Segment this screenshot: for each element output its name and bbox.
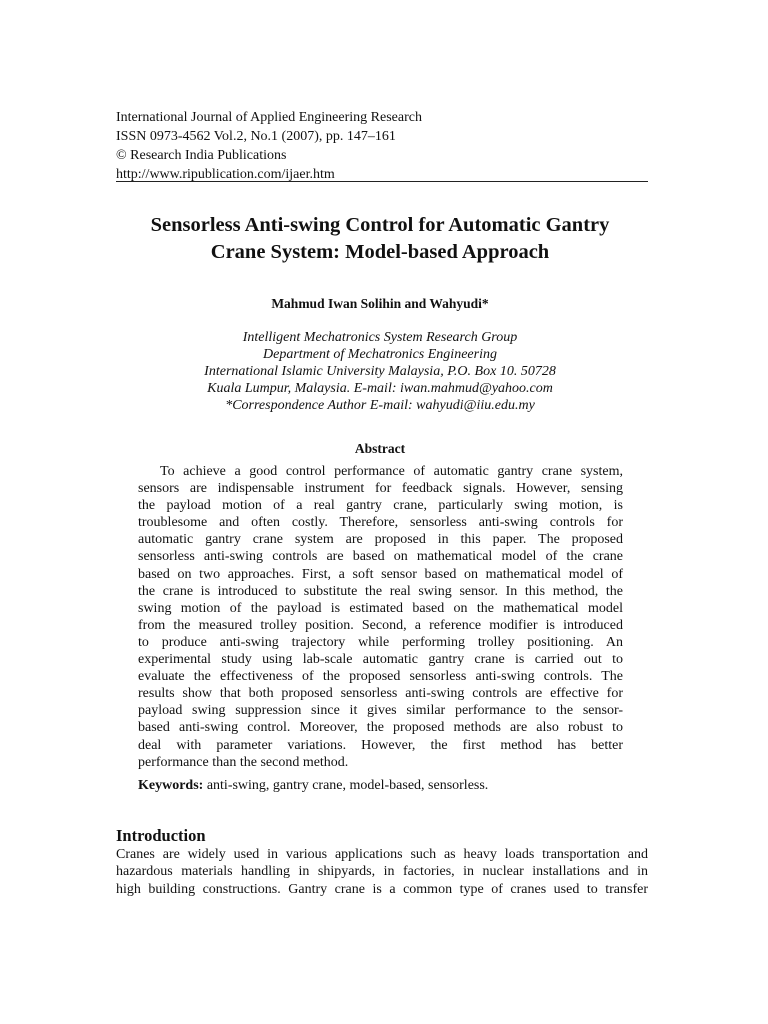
abstract-line: swing motion of the payload is estimated based on the mathematical model: [138, 600, 623, 616]
abstract-line: based on two approaches. First, a soft sensor based on mathematical model of: [138, 566, 623, 582]
abstract-line: deal with parameter variations. However, the first method has better: [138, 737, 623, 753]
journal-header: [116, 108, 648, 184]
keywords-label: Keywords:: [138, 778, 204, 793]
title-line: Sensorless Anti-swing Control for Automatic Gantry: [150, 214, 610, 236]
header-divider: [116, 181, 648, 182]
abstract-body: [138, 463, 623, 771]
journal-url[interactable]: http://www.ripublication.com/ijaer.htm: [116, 167, 335, 182]
abstract-line: based anti-swing control. Moreover, the proposed methods are also robust to: [138, 720, 623, 736]
abstract-line: troublesome and often costly. Therefore, sensorless anti-swing controls for: [138, 515, 623, 531]
keywords-text: anti-swing, gantry crane, model-based, sensorless.: [203, 778, 489, 793]
abstract-line: experimental study using lab-scale automatic gantry crane is carried out to: [138, 652, 623, 668]
author-list: Mahmud Iwan Solihin and Wahyudi*: [271, 296, 489, 311]
abstract-line: automatic gantry crane system are proposed in this paper. The proposed: [138, 532, 623, 548]
abstract-line: results show that both proposed sensorless anti-swing controls are effective for: [138, 686, 623, 702]
affiliation-line: Intelligent Mechatronics System Research Group: [242, 330, 518, 345]
affiliation-line: Department of Mechatronics Engineering: [263, 347, 497, 362]
introduction-line: high building constructions. Gantry crane is a common type of cranes used to transfer: [116, 881, 648, 897]
abstract-line: from the measured trolley position. Second, a reference modifier is introduced: [138, 617, 623, 633]
affiliation-line: *Correspondence Author E-mail: wahyudi@iiu.edu.my: [225, 398, 535, 413]
abstract-line: payload swing suppression since it gives similar performance to the sensor-: [138, 703, 623, 719]
abstract-line: the crane is introduced to substitute the real swing sensor. In this method, the: [138, 583, 623, 599]
introduction-line: hazardous materials handling in shipyards, in factories, in nuclear installations and in: [116, 864, 648, 880]
abstract-line: to produce anti-swing trajectory while performing trolley positioning. An: [138, 634, 623, 650]
journal-name: International Journal of Applied Engineering Research: [116, 110, 422, 125]
abstract-line: To achieve a good control performance of automatic gantry crane system,: [160, 464, 623, 479]
abstract-line: evaluate the effectiveness of the proposed sensorless anti-swing controls. The: [138, 669, 623, 685]
journal-issn: ISSN 0973-4562 Vol.2, No.1 (2007), pp. 147–161: [116, 129, 396, 144]
paper-title: [100, 212, 660, 266]
abstract-line: the payload motion of a real gantry crane, particularly swing motion, is: [138, 498, 623, 514]
affiliation-line: International Islamic University Malaysia, P.O. Box 10. 50728: [204, 364, 556, 379]
abstract-line: performance than the second method.: [138, 754, 349, 770]
abstract-line: sensorless anti-swing controls are based on mathematical model of the crane: [138, 549, 623, 565]
keywords: [138, 777, 623, 795]
introduction-body: [116, 846, 648, 898]
abstract-heading: Abstract: [354, 441, 406, 456]
affiliation-line: Kuala Lumpur, Malaysia. E-mail: iwan.mahmud@yahoo.com: [207, 381, 553, 396]
journal-publisher: © Research India Publications: [116, 148, 287, 163]
title-line: Crane System: Model-based Approach: [210, 241, 550, 263]
author-affiliation: [100, 329, 660, 414]
introduction-heading: Introduction: [116, 826, 206, 845]
introduction-line: Cranes are widely used in various applications such as heavy loads transportation and: [116, 847, 648, 862]
abstract-line: sensors are indispensable instrument for feedback signals. However, sensing: [138, 481, 623, 497]
